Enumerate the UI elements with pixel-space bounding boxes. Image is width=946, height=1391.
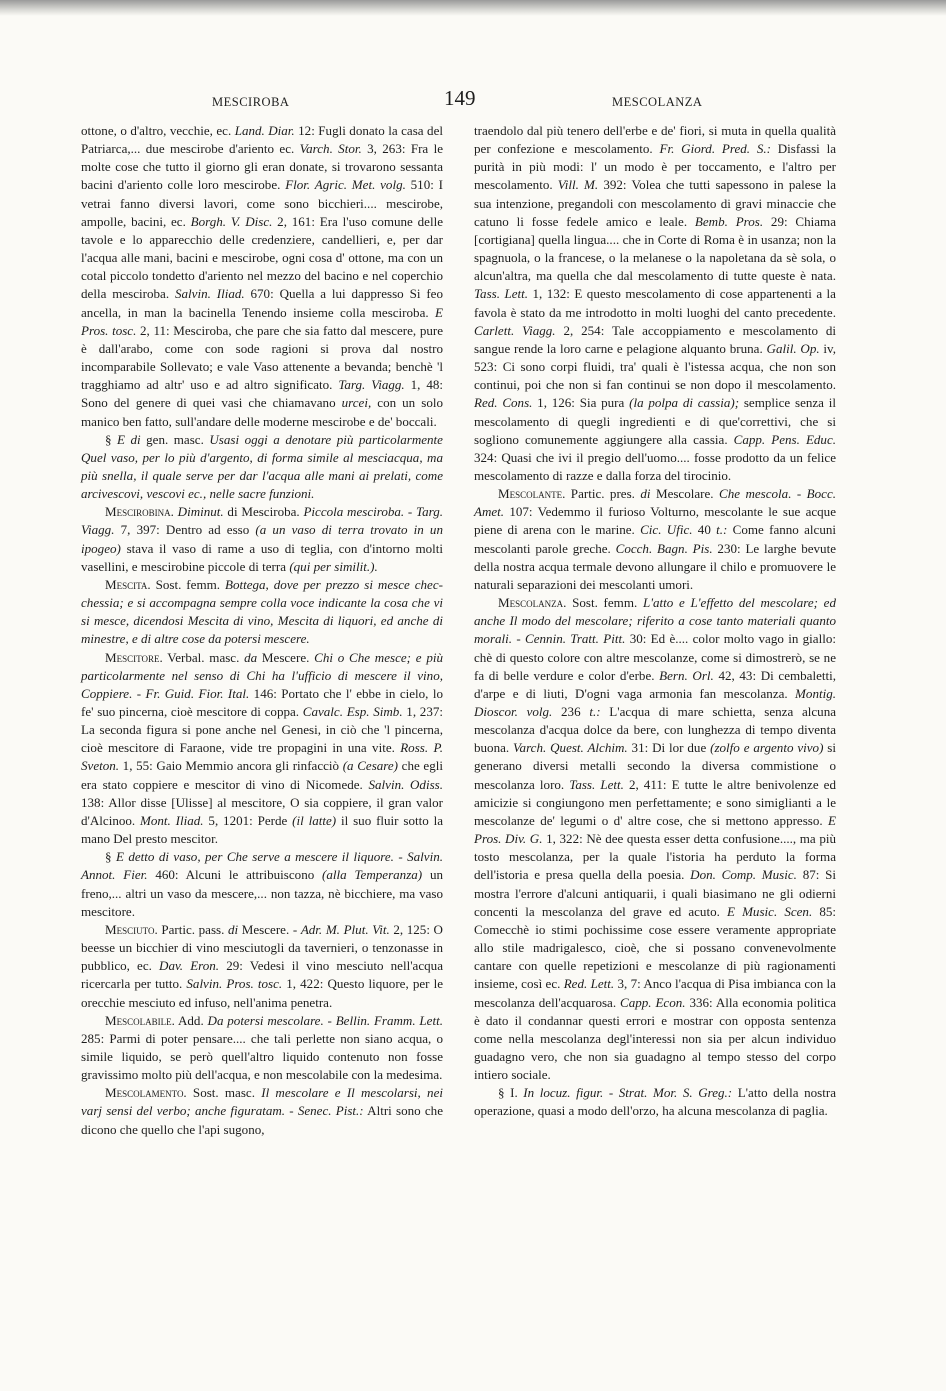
text-run: 138: Allor disse [Ulisse] al mescitore, O sia coppiere, il gran valor d'Alcinoo. (81, 794, 443, 828)
italic-run: di (640, 486, 651, 502)
text-run: gen. masc. (140, 431, 210, 447)
text-run: 1, 132: E questo mescolamento di cose appartenenti a la favola è stato da me introdotto in molti luoghi del canto precedente. (474, 286, 836, 320)
text-run: 29: Chiama [cortigiana] quella lingua.... che in Corte di Roma è in usanza; non la spagnuola, o la francese, o la melanese o la napoletana da sè sola, o alcun'altra, ma quella che dal mescolamento di tutte queste è nata. (474, 213, 836, 284)
scan-top-edge (0, 0, 946, 16)
italic-run: Galil. Op. (766, 340, 820, 356)
text-run: 2, 161: Era l'uso comune delle tavole e lo apparecchio delle credenziere, candellieri, e, per dar l'acqua alle mani, bacini e mescirobe, ogni cosa d' ottone, ma con un cotal piccolo tondetto d'ariento nel mezzo del bacino e nel coperchio della mesciroba. (81, 213, 443, 302)
text-run: 1, 126: Sia pura (532, 395, 630, 411)
text-run: 40 (692, 522, 717, 538)
text-run: Partic. pass. (157, 921, 228, 937)
page-header (60, 86, 900, 120)
italic-run: Fr. Giord. Pred. S.: (659, 141, 771, 157)
text-run: 107: Vedemmo il furioso Volturno, mescolante le sue acque piene di arena con le marine. (474, 504, 836, 538)
text-run: stava il vaso di rame a uso di teglia, con d'intorno molti vasellini, e mescirobine piccole di terra (81, 540, 443, 574)
right-running-head: MESCOLANZA (612, 95, 703, 109)
italic-run: (qui per similit.). (289, 558, 378, 574)
text-run: 2, 411: E tutte le altre benivolenze ed amicizie si congiungono men perfettamente; e sono simiglianti a le mescolanze de' legumi o d' altre cose, che si mettono appresso. (474, 776, 836, 828)
entry-mescolanza (474, 594, 836, 1084)
text-run: Partic. pres. (565, 486, 641, 502)
text-run: Mescere. - (238, 921, 301, 937)
text-run: 2, 125: O beesse un bicchier di vino mesciutogli da tavernieri, o tenzonasse in pubblico, ec. (81, 921, 443, 974)
entry-mescolabile (81, 1012, 443, 1085)
italic-run: Il mescolare e Il mescolarsi, nei varj sensi del verbo; anche figuratam. - Senec. Pist.: (81, 1085, 443, 1119)
text-run: 2, 254: Tale accoppiamento e mescolamento di sangue rende la loro carne e pelagione alquanto bruna. (474, 322, 837, 356)
text-run: un freno,... altri un vaso da mescere,... non tazza, nè bicchiere, ma vaso mescitore. (81, 867, 444, 919)
text-run: il suo fluir sotto la mano Del presto mescitor. (81, 812, 444, 847)
italic-run: L'atto e L'effetto del mescolare; ed anche Il modo del mescolare; riferito a cose tanto materiali quanto morali. - Cennin. Tratt. Pitt. (474, 595, 836, 647)
text-run: 42, 43: Di cembaletti, d'arpe e di liuti, D'ogni vaga armonia fan mescolanza. (474, 667, 836, 701)
text-run: Sost. masc. (186, 1085, 262, 1101)
text-run: 236 (552, 704, 590, 719)
headword: Mescitore. (105, 649, 163, 665)
headword: Mescolamento. (105, 1085, 187, 1101)
text-run: 1, 237: La seconda figura si pone anche nel Genesi, in ciò che 'l pincerna, cioè mescitore di Faraone, vide tre propagini in una vite. (81, 704, 443, 756)
italic-run: Cic. Ufic. (640, 522, 693, 538)
italic-run: Montig. Dioscor. volg. (474, 685, 836, 719)
italic-run: Capp. Econ. (620, 994, 686, 1010)
entry-mescitore-subsense (81, 848, 443, 921)
italic-run: Chi o Che mesce; e più particolarmente nel senso di Chi ha l'ufficio di mescere il vino, Coppiere. - Fr. Guid. Fior. Ital. (81, 649, 443, 701)
entry-mescolanza-subsense (474, 1084, 836, 1120)
text-run: 460: Alcuni le attribuiscono (147, 867, 323, 883)
text-run: Sost. femm. (150, 576, 225, 592)
italic-run: (a Cesare) (342, 758, 399, 774)
text-run: con un solo manico ben fatto, sull'andare delle moderne mescirobe e de' boccali. (81, 395, 443, 429)
text-run: Verbal. masc. (162, 649, 245, 665)
italic-run: E Music. Scen. (726, 903, 813, 919)
headword: Mescirobina. (105, 504, 174, 520)
italic-run: Bemb. Pros. (694, 213, 764, 229)
italic-run: (alla Temperanza) (322, 867, 423, 883)
italic-run: Salvin. Iliad. (174, 286, 245, 302)
italic-run: Carlett. Viagg. (474, 322, 556, 338)
italic-run: Ross. P. Sveton. (81, 740, 443, 774)
italic-run: Targ. Viagg. (338, 377, 405, 393)
italic-run: Borgh. V. Disc. (190, 213, 273, 229)
text-run: 5, 1201: Perde (203, 812, 293, 828)
italic-run: Bern. Orl. (659, 667, 714, 683)
page-number: 149 (444, 86, 476, 110)
text-run: § I. (498, 1085, 524, 1101)
text-run: Come fanno alcuni mescolanti parole greche. (474, 522, 836, 556)
italic-run: Vill. M. (557, 177, 599, 193)
entry-mescolamento-continued (474, 122, 836, 485)
text-run: 12: Fugli donato la casa del Patriarca,... due mescirobe d'ariento ec. (81, 123, 443, 157)
text-run: L'atto della nostra operazione, quasi a modo dell'orzo, ha alcuna mescolanza di paglia. (474, 1085, 836, 1119)
text-run: 30: Ed è.... color molto vago in giallo: chè di questo colore con altre mescolanze, come si dimostrerò, se ne fa di belle verdure e color d'erbe. (474, 631, 836, 683)
entry-mescitore (81, 649, 443, 849)
text-run: ottone, o d'altro, vecchie, ec. (81, 123, 235, 138)
italic-run: Varch. Quest. Alchim. (513, 740, 628, 756)
italic-run: Red. Lett. (563, 976, 615, 992)
italic-run: E Pros. Div. G. (474, 812, 836, 847)
headword: Mesciuto. (105, 921, 158, 937)
italic-run: Tass. Lett. (474, 286, 529, 302)
text-run: 285: Parmi di poter pensare.... che tali perlette non siano acqua, o simile liquido, se però quell'altro liquido contenuto non fosse gravissimo molto più dell'acqua, e non mescolabile con la medesima. (81, 1030, 443, 1083)
text-run: 3, 263: Fra le molte cose che tutto il giorno gli eran donate, si trovarono sessanta bacini d'ariento colle loro mescirobe. (81, 141, 444, 193)
italic-run: (zolfo e argento vivo) (710, 740, 824, 756)
italic-run: da (244, 649, 258, 665)
italic-run: Don. Comp. Music. (690, 867, 797, 883)
headword: Mescolabile. (105, 1012, 175, 1028)
italic-run: Red. Cons. (474, 395, 533, 411)
text-run: 1, 322: Nè dee questa esser detta confusione...., ma più tosto mescolanza, per la quale l'istoria ha perduto la forma dell'istoria e presa quella della poesia. (474, 831, 836, 883)
italic-run: E Pros. tosc. (81, 304, 443, 338)
italic-run: E detto di vaso, per Che serve a mescere il liquore. - Salvin. Annot. Fier. (81, 849, 443, 883)
italic-run: E di (117, 431, 141, 447)
text-run: 31: Di lor due (627, 740, 711, 756)
text-run: iv, 523: Ci sono corpi fluidi, tra' quali è l'istessa acqua, che non son continui, poi che non si fan continui se non dopo il mescolamento. (474, 340, 836, 393)
text-run: 3, 7: Anco l'acqua di Pisa imbianca con la mescolanza dell'acquarosa. (474, 976, 836, 1010)
italic-run: (il latte) (292, 812, 337, 828)
italic-run: t.: (589, 704, 601, 719)
left-running-head: MESCIROBA (212, 95, 290, 109)
entry-mescolante (474, 485, 836, 594)
italic-run: t.: (716, 522, 728, 538)
headword: Mescolante. (498, 486, 566, 502)
entry-mesciroba-subsense (81, 431, 443, 504)
headword: Mescolanza. (498, 595, 567, 611)
italic-run: Diminut. (177, 504, 224, 520)
entry-mesciroba-continued (81, 122, 443, 431)
text-run: 29: Vedesi il vino mesciuto nell'acqua ricercarla per tutto. (81, 958, 443, 992)
text-run: semplice senza il mescolamento di quegli ingredienti e di que'correttivi, che si sogliono comunemente aggiungere alla cassia. (474, 395, 836, 447)
italic-run: Varch. Stor. (299, 141, 362, 157)
text-run: 7, 397: Dentro ad esso (114, 522, 256, 538)
italic-run: Mont. Iliad. (140, 812, 204, 828)
text-run: Sost. femm. (566, 595, 643, 611)
italic-run: di (228, 921, 239, 937)
text-run: Mescere. (257, 649, 315, 665)
italic-run: Bottega, dove per prezzo si mesce checchessia; e si accompagna sempre colla voce indicante la cosa che vi si mesce, dicendosi Mescita di vino, Mescita di liquori, ed anche di minestre, e di altre cose da potersi mescere. (81, 576, 443, 647)
italic-run: Usasi oggi a denotare più particolarmente Quel vaso, per lo più d'argento, di forma simile al mesciacqua, ma più snella, il quale serve per dar l'acqua alle mani ai prelati, come arcivescovi, vescovi ec., nelle sacre funzioni. (81, 431, 443, 502)
text-run: che egli era stato coppiere e mescitor di vino di Nicomede. (81, 758, 443, 792)
entry-mesciuto (81, 921, 443, 1012)
italic-run: Dav. Eron. (159, 958, 220, 974)
text-run: § (105, 431, 118, 447)
text-run: 510: I vetrai fanno diversi lavori, come sono bicchieri.... mescirobe, ampolle, bacini, ec. (81, 177, 443, 229)
right-column (474, 122, 836, 1121)
italic-run: Cavalc. Esp. Simb. (302, 704, 403, 719)
italic-run: Piccola mesciroba. - Targ. Viagg. (81, 504, 443, 538)
text-run: 2, 11: Mesciroba, che pare che sia fatto dal mescere, pure è dall'arabo, come con sode ragioni si prova dal nostro incomparabile Sollevato; e vale Vaso attenente a bevanda; benchè 'l tragghiamo ad altr' uso e ad altro significato. (81, 322, 444, 393)
italic-run: Capp. Pens. Educ. (733, 431, 837, 447)
text-run: § (105, 849, 116, 865)
italic-run: Cocch. Bagn. Pis. (615, 540, 713, 556)
text-run: 1, 422: Questo liquore, per le orecchie mesciuto ed infuso, nell'anima penetra. (81, 976, 443, 1010)
italic-run: (la polpa di cassia); (629, 395, 740, 411)
headword: Mescita. (105, 576, 151, 592)
text-run: di Mesciroba. (223, 504, 304, 520)
italic-run: Da potersi mescolare. - Bellin. Framm. Lett. (207, 1012, 443, 1028)
text-run: 230: Le larghe bevute della nostra acqua termale devono allungare il chilo e promuovere le naturali separazioni dei mescolanti umori. (474, 540, 836, 592)
text-run: 392: Volea che tutti sapessono in palese la sua intenzione, pregandoli con mescolamento di gravi minaccie che catuno li fosse fedele amico e leale. (474, 177, 836, 229)
text-run: si generano diversi metalli secondo la diversa commistione o mescolanza loro. (474, 740, 836, 792)
entry-mescita (81, 576, 443, 649)
italic-run: Tass. Lett. (569, 776, 624, 792)
italic-run: (a un vaso di terra trovato in un ipogeo) (81, 522, 443, 556)
italic-run: Flor. Agric. Met. volg. (285, 177, 406, 193)
entry-mescolamento (81, 1084, 443, 1138)
text-run: 85: Comecchè io stimi pochissime cose essere veramente appropriate allo stile madrigalesco, cioè, che si possano convenevolmente cantare con quelle repetizioni e mescolanze di più ragionamenti insieme, così ec. (474, 903, 837, 992)
italic-run: Che mescola. - Bocc. Amet. (474, 486, 837, 520)
text-run: Disfassi la purità in più modi: l' un modo è per toccamento, e l'altro per mescolamento. (474, 141, 836, 193)
text-run: 1, 55: Gaio Memmio ancora gli rinfacciò (119, 758, 343, 774)
text-run: 336: Alla economia politica è dato il condannar questi errori e mostrar con opposta sentenza come nella mescolanza degl'interessi non sia per alcun individuo guadagno vero, che non sia guadagno al tempo stesso del corpo intiero sociale. (474, 994, 836, 1083)
italic-run: Land. Diar. (234, 123, 295, 138)
text-run: 324: Quasi che ivi il pregio dell'uomo.... fosse prodotto da un felice mescolamento di razze e dalla forza del tirocinio. (474, 449, 836, 483)
italic-run: Adr. M. Plut. Vit. (300, 921, 390, 937)
italic-run: Salvin. Pros. tosc. (186, 976, 283, 992)
text-run: Altri sono che dicono che quello che l'api sugono, (81, 1103, 443, 1137)
italic-run: In locuz. figur. - Strat. Mor. S. Greg.: (523, 1085, 733, 1101)
text-run: 146: Portato che l' ebbe in cielo, lo fe' suo pincerna, cioè mescitore di coppa. (81, 685, 443, 719)
entry-mescirobina (81, 503, 443, 576)
text-run: 670: Quella a lui dappresso Si feo ancella, in man la bacinella Tenendo insieme colla mesciroba. (81, 286, 443, 320)
text-run: 1, 48: Sono del genere di quei vasi che chiamavano (81, 377, 443, 411)
italic-run: Salvin. Odiss. (368, 776, 444, 792)
text-run: 87: Si mostra l'errore d'alcuni antiquarii, i quali biasimano ne gli odierni concenti la mescolanza del grave ed acuto. (474, 867, 836, 919)
left-column (81, 122, 443, 1139)
italic-run: urcei, (341, 395, 372, 411)
text-run: Mescolare. (650, 486, 719, 502)
text-run: L'acqua di mare schietta, senza alcuna mescolanza d'acqua dolce da bere, con lunghezza di tempo diventa buona. (474, 704, 837, 756)
text-run: traendolo dal più tenero dell'erbe e de' fiori, si muta in quella qualità per confezione e mescolamento. (474, 123, 836, 157)
text-run: Add. (174, 1012, 208, 1028)
